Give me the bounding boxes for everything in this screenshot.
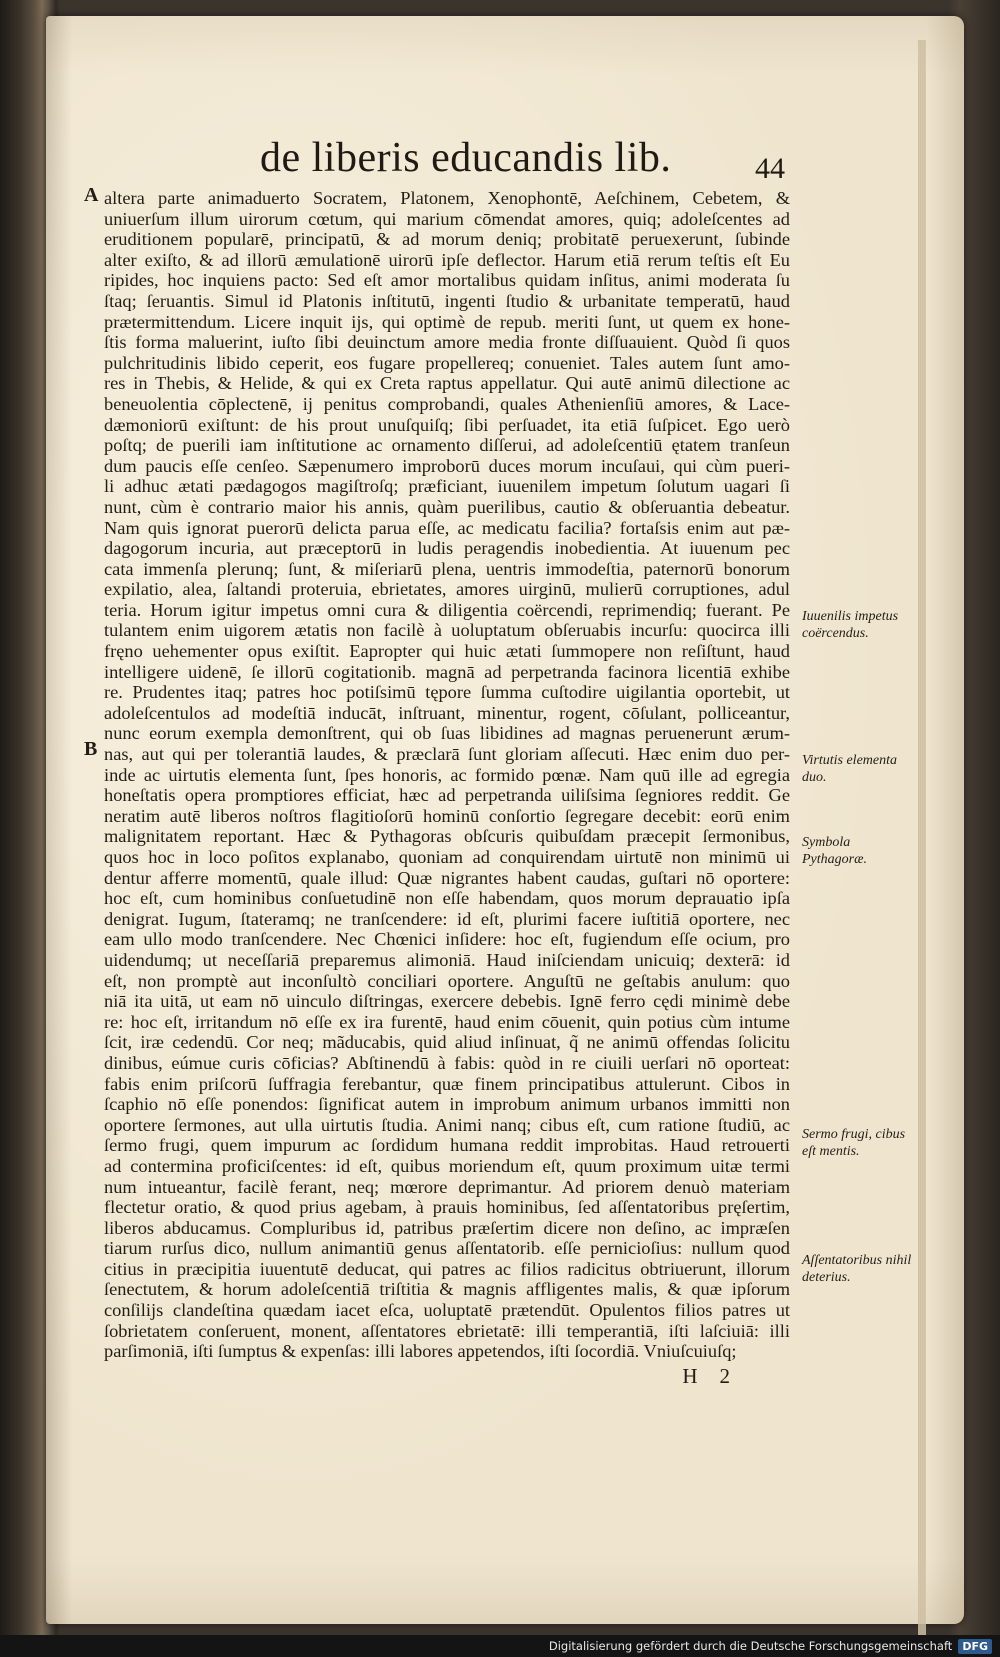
text-line: beneuolentia cōplectenē, ij penitus comprobandi, quales Athenienſiū amores, & Lace-	[104, 393, 790, 414]
text-line: dentur afferre momentū, quale illud: Quæ nigrantes habent caudas, guſtari nō oportere:	[104, 867, 790, 888]
text-line: conſilijs clandeſtina quædam iacet eſca, uoluptatē prætendūt. Opulentos filios patres ut	[104, 1300, 790, 1321]
marginal-note: Aſſentatoribus nihil deterius.	[802, 1253, 912, 1285]
text-line: dum paucis eſſe cenſeo. Sæpenumero improborū duces morum incuſaui, qui cùm pueri-	[104, 455, 790, 476]
text-line: ſenectutem, & horum adoleſcentiā triſtitia & magnis affligentes malis, & quæ ipſorum	[104, 1279, 790, 1300]
text-line: tulantem enim uigorem ætatis non facilè à uoluptatum obſeruabis incurſu: quocirca illi	[104, 620, 790, 641]
text-line: eſt, non promptè aut inconſultò conciliari oportere. Anguſtū ne geſtabis anulum: quo	[104, 970, 790, 991]
text-line: eruditionem popularē, principatū, & ad morum deniq; probitatē peruexerunt, ſubinde	[104, 229, 790, 250]
text-line: prætermittendum. Licere inquit ijs, qui optimè de repub. meriti ſunt, ut quem ex hone-	[104, 311, 790, 332]
text-line: flectetur oratio, & quod prius agebam, à prauis hominibus, ſed aſſentatoribus pręſertim,	[104, 1197, 790, 1218]
page-edges	[918, 40, 926, 1636]
text-line: adoleſcentulos ad modeſtiā inducāt, inſtruant, minentur, rogent, cōſulant, polliceantur,	[104, 702, 790, 723]
text-line: uniuerſum illum uirorum cœtum, qui marium cōmendat amores, quiq; adoleſcentes ad	[104, 208, 790, 229]
text-line: tiarum rurſus dico, nullum animantiū genus aſſentatorib. eſſe pernicioſius: nullum quod	[104, 1238, 790, 1259]
margin-letter-a: A	[84, 184, 99, 206]
text-line: ripides, hoc inquiens pacto: Sed eſt amor mortalibus quidam inſitus, animi moderata ſu	[104, 270, 790, 291]
text-line: denigrat. Iugum, ſtateramq; ne tranſcendere: id eſt, plurimi facere iuſtitiā oportere, nec	[104, 908, 790, 929]
text-line: cata immenſa plerunq; ſunt, & miſeriarū plena, uentris immodeſtia, paternorū bonorum	[104, 558, 790, 579]
text-line: nunc eorum exempla demonſtrent, qui ob ſuas libidines ad magnas peruenerunt ærum-	[104, 723, 790, 744]
text-line: alter exiſto, & ad illorū æmulationē uirorū ipſe deflector. Harum etiā rerum teſtis eſt Eu	[104, 249, 790, 270]
text-line: quos hoc in loco poſitos explanabo, quoniam ad conquirendam uirtutē non minimū ui	[104, 847, 790, 867]
digitization-credit-bar	[0, 1635, 1000, 1657]
text-line: neratim autē liberos noſtros flagitioſorū hominū conſortio ſegregare decebit: eorū enim	[104, 805, 790, 826]
page-number: 44	[755, 152, 785, 185]
text-line: res in Thebis, & Helide, & qui ex Creta raptus appellatur. Qui autē animū dilectione ac	[104, 373, 790, 394]
book-page	[46, 16, 964, 1624]
dfg-logo: DFG	[958, 1639, 992, 1654]
signature-number: 2	[719, 1363, 730, 1388]
text-line: ſtaq; ſeruantis. Simul id Platonis inſtitutū, ingenti ſtudio & urbanitate temperatū, haud	[104, 290, 790, 311]
text-line: oportere ſermones, aut ulla uirtutis ſtudia. Animi nanq; cibus eſt, cum ratione ſtudiū, ac	[104, 1114, 790, 1135]
text-line: inde ac uirtutis elementa ſunt, ſpes honoris, ac formido pœnæ. Nam quū ille ad egregia	[104, 764, 790, 785]
text-line: re. Prudentes itaq; patres hoc potiſsimū tępore ſumma cuſtodire uigilantia oportebit, ut	[104, 682, 790, 703]
text-line: re: hoc eſt, irritandum nō eſſe ex ira furentē, haud enim cōuenit, quin potius cùm intume	[104, 1011, 790, 1032]
running-head: de liberis educandis lib.	[260, 135, 672, 181]
marginal-note: Iuuenilis impetus coërcendus.	[802, 609, 899, 641]
text-line: pulchritudinis libido ceperit, eos fugare propellereq; conueniet. Tales autem ſunt amo-	[104, 352, 790, 373]
text-line: nunt, cùm è contrario maior his annis, quàm puerilibus, cautio & obſeruantia debeatur.	[104, 496, 790, 517]
text-line: ſcaphio nō eſſe ponendos: ſignificat autem in improbum animum urbanos immitti non	[104, 1094, 790, 1115]
signature-mark	[104, 1364, 790, 1389]
text-line: citius in præcipitia iuuentutē deducat, qui patres ac filios radicitus obtriuerunt, illorum	[104, 1258, 790, 1279]
text-line: ſermo frugi, quem impurum ac ſordidum humana reddit improbitas. Haud retrouerti	[104, 1135, 790, 1156]
signature-letter: H	[682, 1363, 698, 1388]
text-line: uidendumq; ut neceſſariā preparemus alimoniā. Haud iniſciendam unicuiq; dexterā: id	[104, 949, 790, 970]
text-line: hoc eſt, cum hominibus conſuetudinē non eſſe habendam, quos morum deprauatio ipſa	[104, 888, 790, 909]
text-line: teria. Horum igitur impetus omni cura & diligentia coërcendi, reprimendiq; fuerant. Pe	[104, 599, 790, 620]
text-line: num intueantur, facilè ferant, neq; mœrore deprimantur. Ad priorem denuò materiam	[104, 1176, 790, 1197]
text-line: honeſtatis opera promptiores efficiat, hæc ad perpetranda uiliſsima ſegniores reddit. Ge	[104, 785, 790, 806]
text-line: ſtis forma maluerint, iuſto ſibi deuinctum amore media fronte diſſuauient. Quòd ſi quos	[104, 332, 790, 353]
text-line: eam ullo modo tranſcendere. Nec Chœnici inſidere: hoc eſt, fugiendum eſſe ocium, pro	[104, 929, 790, 950]
text-line: poſtq; de puerili iam inſtitutione ac ornamento diſſerui, ad adoleſcentiū ętatem tranſeun	[104, 435, 790, 456]
text-line: ad contermina proficiſcentes: id eſt, quibus moriendum eſt, quum proximum uitæ termi	[104, 1155, 790, 1176]
digitization-credit: Digitalisierung gefördert durch die Deutsche Forschungsgemeinschaft	[548, 1639, 953, 1653]
text-line: liberos abducamus. Compluribus id, patribus præſertim dicere non deſino, ac impræſen	[104, 1217, 790, 1238]
text-line: nas, aut qui per tolerantiā laudes, & præclarā ſunt gloriam aſſecuti. Hæc enim duo per-	[104, 744, 790, 765]
text-line: Nam quis ignorat puerorū delicta parua eſſe, ac medicatu facilia? fortaſsis enim aut pæ-	[104, 517, 790, 538]
text-line: intelligere uidenē, ſe illorū cogitationib. magnā ad perpetranda facinora licentiā exhibe	[104, 661, 790, 682]
text-line: dinibus, eúmue curis cōficias? Abſtinendū à fabis: quòd in re ciuili uerſari nō oporteat:	[104, 1052, 790, 1073]
text-line: niā ita uitā, ut eam nō uinculo diſtringas, exercere debebis. Ignē ferro cędi minimè debe	[104, 991, 790, 1012]
marginal-note: Symbola Pythagoræ.	[802, 835, 867, 867]
text-line: fabis enim priſcorū ſuffragia ferebantur, quæ finem principatibus attulerunt. Cibos in	[104, 1073, 790, 1094]
text-line: expilatio, alea, ſaltandi proteruia, ebrietates, amores uirginū, mulierū corruptiones, adul	[104, 579, 790, 600]
marginal-note: Virtutis elementa duo.	[802, 753, 897, 785]
text-line: parſimoniā, iſti ſumptus & expenſas: illi labores appetendos, iſti ſocordiā. Vniuſcuiuſq;	[104, 1341, 737, 1362]
text-line: ſobrietatem conſeruent, monent, aſſentatores ebrietatē: illi temperantiā, iſti laſciuiā: illi	[104, 1320, 790, 1341]
text-line: ſcit, iræ cedendū. Cor neq; mãducabis, quid aliud inſinuat, q̃ ne animū offendas ſolicitu	[104, 1032, 790, 1053]
text-line: dagogorum incuria, aut præceptorū in ludis peragendis inobedientia. At iuuenum pec	[104, 538, 790, 559]
text-line: altera parte animaduerto Socratem, Platonem, Xenophontē, Aeſchinem, Cebetem, &	[104, 188, 790, 208]
margin-letter-b: B	[84, 738, 98, 760]
text-line: li adhuc ætati pædagogos magiſtroſq; præficiant, iuuenilem impetum ſolutum uagari ſi	[104, 476, 790, 497]
text-line: fręno uehementer opus exiſtit. Eapropter qui huic ætati ſummopere non reſiſtunt, haud	[104, 641, 790, 662]
marginal-note: Sermo frugi, cibus eſt mentis.	[802, 1127, 906, 1159]
text-line: malignitatem reportant. Hæc & Pythagoras obſcuris quibuſdam præcepit ſermonibus,	[104, 826, 790, 847]
text-line: dæmoniorū exiſtunt: de his prout unuſquiſq; ſibi perſuadet, ita etiā ſuſpicet. Ego uerò	[104, 414, 790, 435]
body-text	[104, 188, 790, 1389]
